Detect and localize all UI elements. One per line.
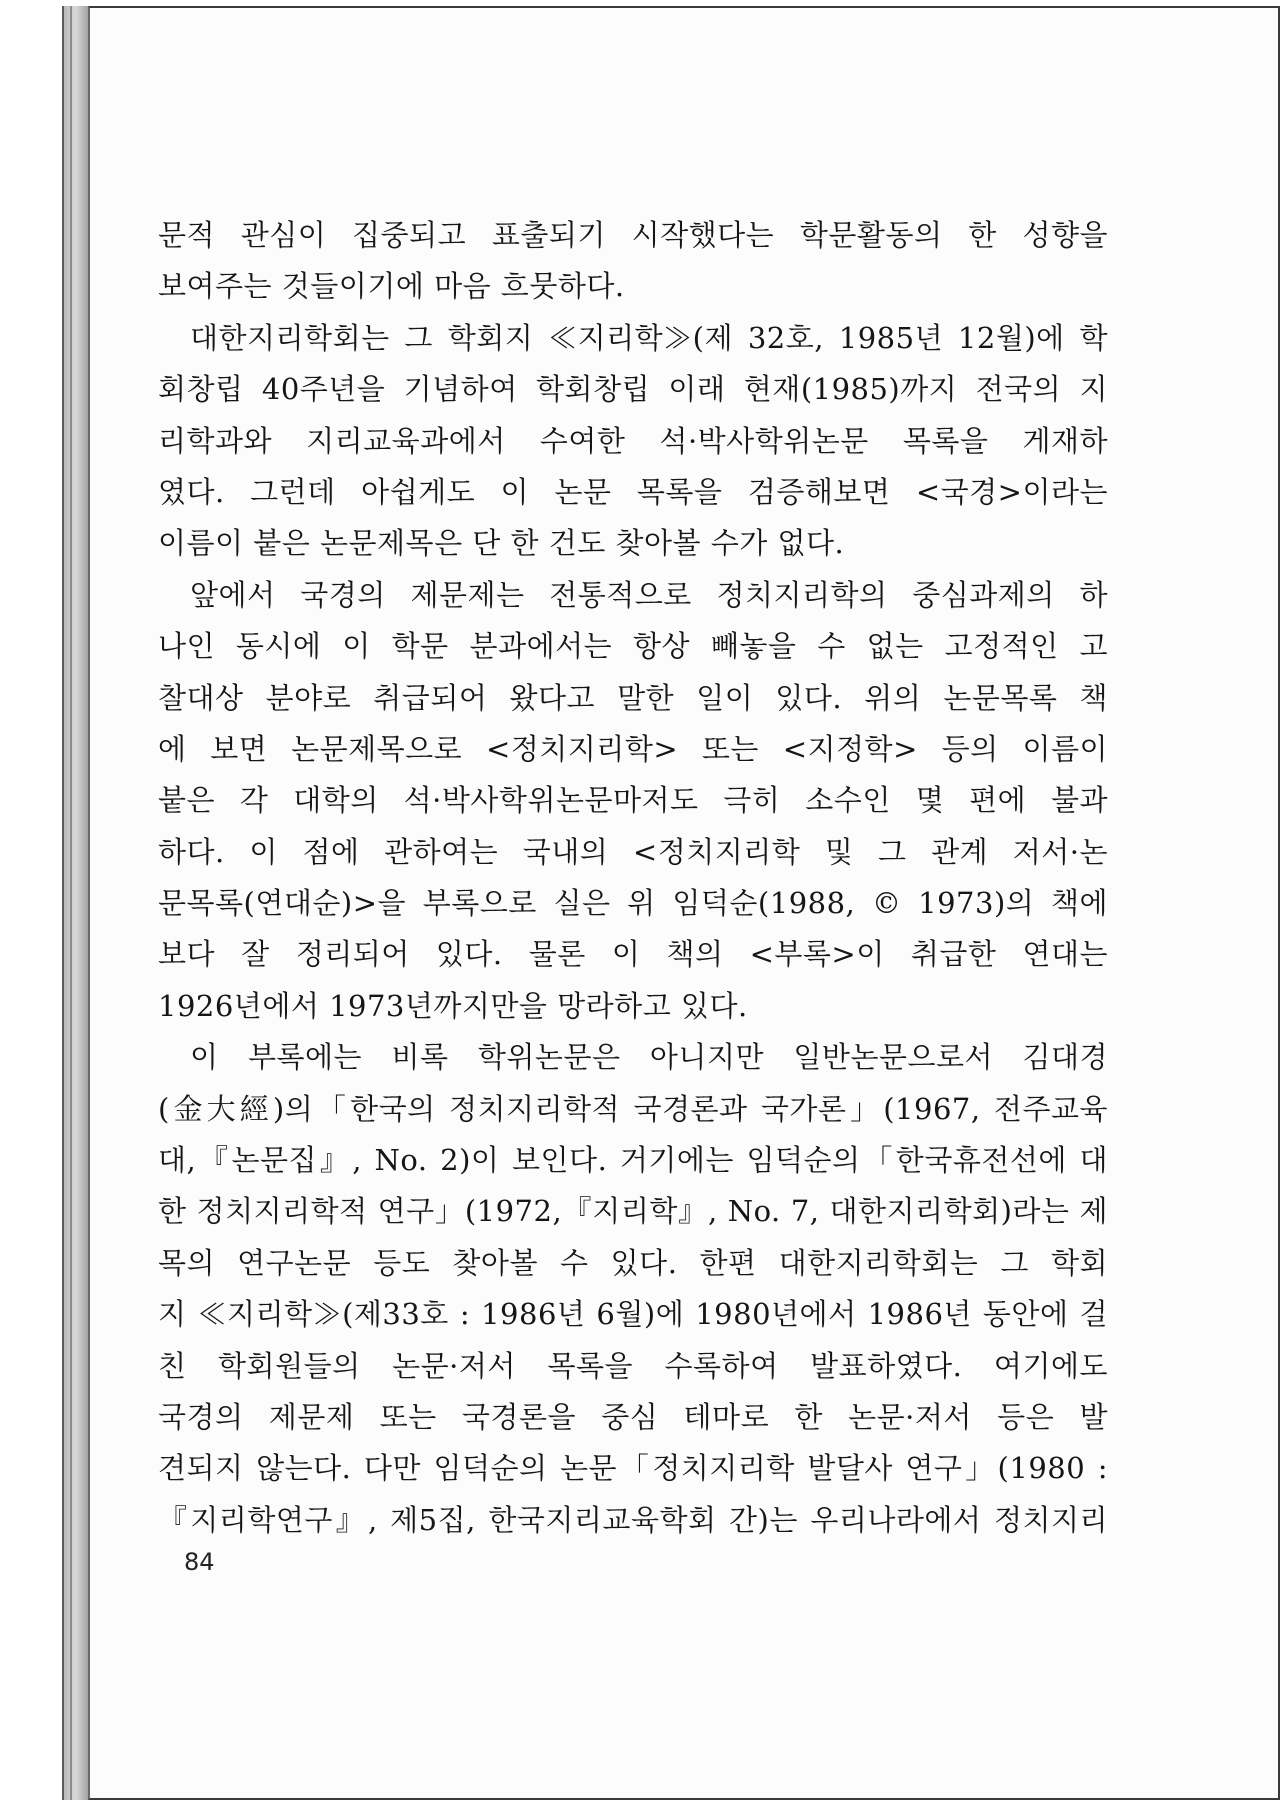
text-line: 견되지 않는다. 다만 임덕순의 논문「정치지리학 발달사 연구」(1980 : xyxy=(158,1451,1108,1486)
text-line: 『지리학연구』, 제5집, 한국지리교육학회 간)는 우리나라에서 정치지리 xyxy=(158,1502,1108,1537)
text-line: 에 보면 논문제목으로 <정치지리학> 또는 <지정학> 등의 이름이 xyxy=(158,731,1108,766)
text-line: 찰대상 분야로 취급되어 왔다고 말한 일이 있다. 위의 논문목록 책 xyxy=(158,680,1108,715)
text-line: 회창립 40주년을 기념하여 학회창립 이래 현재(1985)까지 전국의 지 xyxy=(158,372,1108,407)
text-line: 목의 연구논문 등도 찾아볼 수 있다. 한편 대한지리학회는 그 학회 xyxy=(158,1245,1108,1280)
text-line: 대한지리학회는 그 학회지 ≪지리학≫(제 32호, 1985년 12월)에 학 xyxy=(190,320,1108,355)
text-line: 문목록(연대순)>을 부록으로 실은 위 임덕순(1988, © 1973)의 책에 xyxy=(158,886,1108,921)
text-line: 이름이 붙은 논문제목은 단 한 건도 찾아볼 수가 없다. xyxy=(158,526,845,561)
text-line: 이 부록에는 비록 학위논문은 아니지만 일반논문으로서 김대경 xyxy=(190,1040,1108,1075)
text-line: 지 ≪지리학≫(제33호 : 1986년 6월)에 1980년에서 1986년 동안에 걸 xyxy=(158,1297,1108,1332)
text-line: 보다 잘 정리되어 있다. 물론 이 책의 <부록>이 취급한 연대는 xyxy=(158,937,1108,972)
text-line: 였다. 그런데 아쉽게도 이 논문 목록을 검증해보면 <국경>이라는 xyxy=(158,474,1108,509)
text-line: 하다. 이 점에 관하여는 국내의 <정치지리학 및 그 관계 저서·논 xyxy=(158,834,1108,869)
book-spine-edge xyxy=(62,6,90,1800)
text-line: 1926년에서 1973년까지만을 망라하고 있다. xyxy=(158,988,748,1023)
text-line: 붙은 각 대학의 석·박사학위논문마저도 극히 소수인 몇 편에 불과 xyxy=(158,783,1108,818)
text-line: 나인 동시에 이 학문 분과에서는 항상 빼놓을 수 없는 고정적인 고 xyxy=(158,629,1108,664)
text-line: 앞에서 국경의 제문제는 전통적으로 정치지리학의 중심과제의 하 xyxy=(190,577,1108,612)
text-line: 보여주는 것들이기에 마음 흐뭇하다. xyxy=(158,269,625,304)
text-line: 대,『논문집』, No. 2)이 보인다. 거기에는 임덕순의「한국휴전선에 대 xyxy=(158,1143,1108,1178)
text-line: 리학과와 지리교육과에서 수여한 석·박사학위논문 목록을 게재하 xyxy=(158,423,1108,458)
body-text xyxy=(158,210,1108,1546)
text-line: 국경의 제문제 또는 국경론을 중심 테마로 한 논문·저서 등은 발 xyxy=(158,1399,1108,1434)
page-number: 84 xyxy=(184,1548,215,1576)
text-line: 친 학회원들의 논문·저서 목록을 수록하여 발표하였다. 여기에도 xyxy=(158,1348,1108,1383)
text-line: 한 정치지리학적 연구」(1972,『지리학』, No. 7, 대한지리학회)라는 제 xyxy=(158,1194,1108,1229)
text-line: 문적 관심이 집중되고 표출되기 시작했다는 학문활동의 한 성향을 xyxy=(158,218,1108,252)
text-line: (金大經)의「한국의 정치지리학적 국경론과 국가론」(1967, 전주교육 xyxy=(158,1091,1108,1126)
